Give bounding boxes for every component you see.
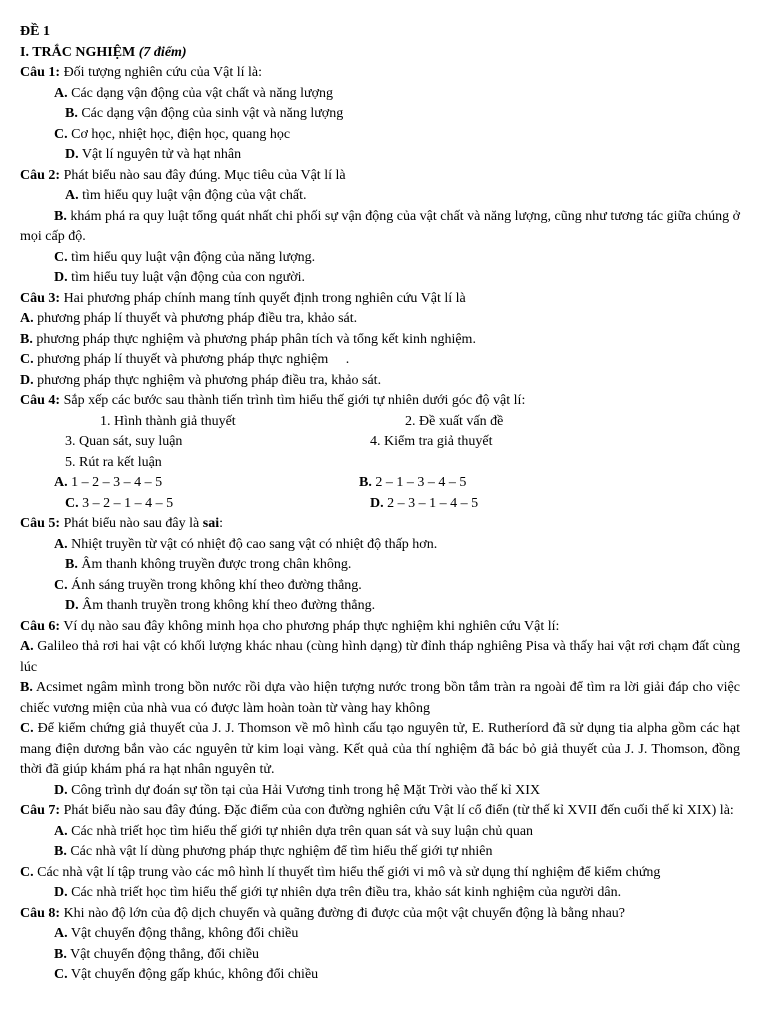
option-key: D. bbox=[65, 147, 79, 162]
option-text: Để kiểm chứng giả thuyết của J. J. Thomson về mô hình cấu tạo nguyên tử, E. Rutheríord đã sử dụng tia alpha gồm các hạt mang điện dương bắn vào các nguyên tử kim loại vàng. Kết quả của thí nghiệm đã bác bỏ giả thuyết của J. J. Thomson, đồng thời đã giúp khám phá ra hạt nhân nguyên tử. bbox=[20, 721, 741, 777]
option-2d bbox=[20, 268, 740, 289]
step-1: 1. Hình thành giả thuyết bbox=[100, 413, 236, 429]
option-3b bbox=[20, 330, 740, 351]
option-key: B. bbox=[20, 680, 33, 695]
option-key: D. bbox=[20, 372, 34, 388]
question-label: Câu 3: bbox=[20, 290, 61, 306]
step-2: 2. Đề xuất vấn đề bbox=[405, 413, 504, 429]
section-heading bbox=[20, 43, 740, 64]
question-5 bbox=[20, 514, 740, 535]
question-label: Câu 2: bbox=[20, 167, 61, 183]
option-key: C. bbox=[20, 864, 34, 880]
question-text-post: : bbox=[219, 516, 223, 531]
option-key: C. bbox=[54, 577, 68, 593]
option-key: A. bbox=[54, 926, 68, 941]
option-key: B. bbox=[65, 557, 78, 572]
question-label: Câu 1: bbox=[20, 65, 61, 80]
option-1a bbox=[20, 84, 740, 105]
option-text: Các nhà triết học tìm hiểu thế giới tự nhiên dựa trên điều tra, khảo sát kinh nghiệm của người dân. bbox=[71, 885, 622, 900]
steps-row-2 bbox=[20, 432, 740, 453]
option-6b bbox=[20, 678, 740, 719]
option-text: Các dạng vận động của sinh vật và năng lượng bbox=[81, 106, 344, 121]
option-key: D. bbox=[54, 270, 68, 285]
option-key: C. bbox=[20, 721, 34, 736]
question-text-emphasis: sai bbox=[202, 516, 220, 531]
option-text: Ánh sáng truyền trong không khí theo đường thẳng. bbox=[71, 577, 362, 593]
option-text: Nhiệt truyền từ vật có nhiệt độ cao sang vật có nhiệt độ thấp hơn. bbox=[71, 536, 438, 552]
option-text: Âm thanh không truyền được trong chân không. bbox=[81, 557, 352, 572]
option-2b bbox=[20, 207, 740, 248]
option-text: tìm hiểu quy luật vận động của vật chất. bbox=[82, 188, 307, 203]
option-7a bbox=[20, 822, 740, 843]
option-8c bbox=[20, 965, 740, 986]
option-text: Vật chuyển động thẳng, đổi chiều bbox=[70, 946, 260, 962]
option-text: tìm hiểu quy luật vận động của năng lượng. bbox=[71, 249, 316, 265]
question-4 bbox=[20, 391, 740, 412]
option-text: tìm hiểu tuy luật vận động của con người. bbox=[71, 270, 306, 285]
option-key: A. bbox=[20, 311, 34, 326]
section-points: (7 điểm) bbox=[138, 44, 187, 60]
option-key: A. bbox=[65, 188, 79, 203]
question-2 bbox=[20, 166, 740, 187]
option-text: phương pháp lí thuyết và phương pháp điều tra, khảo sát. bbox=[37, 311, 358, 326]
question-text: Hai phương pháp chính mang tính quyết định trong nghiên cứu Vật lí là bbox=[63, 290, 466, 306]
option-6a bbox=[20, 637, 740, 678]
option-key: C. bbox=[54, 967, 68, 982]
option-5b bbox=[20, 555, 740, 576]
option-text: khám phá ra quy luật tổng quát nhất chi phối sự vận động của vật chất và năng lượng, cũng như tương tác giữa chúng ở mọi cấp độ. bbox=[20, 208, 740, 244]
option-5d bbox=[20, 596, 740, 617]
option-key: A. bbox=[54, 475, 68, 490]
option-2c bbox=[20, 248, 740, 269]
question-7 bbox=[20, 801, 740, 822]
option-text: 2 – 3 – 1 – 4 – 5 bbox=[387, 495, 479, 511]
option-8b bbox=[20, 945, 740, 966]
option-key: D. bbox=[65, 598, 79, 613]
option-key: B. bbox=[65, 106, 78, 121]
option-2a bbox=[20, 186, 740, 207]
option-7d bbox=[20, 883, 740, 904]
option-3a bbox=[20, 309, 740, 330]
option-8a bbox=[20, 924, 740, 945]
question-3 bbox=[20, 289, 740, 310]
option-6d bbox=[20, 781, 740, 802]
steps-row-1 bbox=[20, 412, 740, 433]
option-4d bbox=[335, 494, 740, 515]
option-5a bbox=[20, 535, 740, 556]
option-key: C. bbox=[54, 126, 68, 142]
option-key: A. bbox=[54, 536, 68, 552]
option-key: B. bbox=[54, 946, 67, 962]
option-7b bbox=[20, 842, 740, 863]
option-3d bbox=[20, 371, 740, 392]
question-label: Câu 4: bbox=[20, 393, 61, 408]
option-key: D. bbox=[54, 782, 68, 798]
option-text: phương pháp lí thuyết và phương pháp thực nghiệm . bbox=[37, 352, 350, 367]
option-7c bbox=[20, 863, 740, 884]
option-text: 1 – 2 – 3 – 4 – 5 bbox=[71, 475, 163, 490]
option-key: B. bbox=[359, 475, 372, 490]
option-5c bbox=[20, 576, 740, 597]
option-text: Galileo thả rơi hai vật có khối lượng khác nhau (cùng hình dạng) từ đỉnh tháp nghiêng Pisa và thấy hai vật rơi chạm đất cùng lúc bbox=[20, 639, 740, 675]
question-text: Ví dụ nào sau đây không minh họa cho phương pháp thực nghiệm khi nghiên cứu Vật lí: bbox=[63, 618, 560, 634]
option-text: Các dạng vận động của vật chất và năng lượng bbox=[71, 85, 333, 101]
option-key: A. bbox=[54, 823, 68, 839]
question-1 bbox=[20, 63, 740, 84]
option-text: Các nhà vật lí dùng phương pháp thực nghiệm để tìm hiểu thế giới tự nhiên bbox=[70, 844, 493, 859]
question-8 bbox=[20, 904, 740, 925]
option-key: C. bbox=[20, 352, 34, 367]
option-text: Vật chuyển động gấp khúc, không đổi chiều bbox=[70, 967, 319, 982]
option-6c bbox=[20, 719, 740, 781]
section-title: I. TRẮC NGHIỆM bbox=[20, 44, 136, 60]
option-key: B. bbox=[20, 331, 33, 347]
options-row-ab bbox=[20, 473, 740, 494]
option-text: Các nhà vật lí tập trung vào các mô hình lí thuyết tìm hiểu thế giới vi mô và sử dụng thí nghiệm để kiểm chứng bbox=[37, 864, 661, 880]
step-3: 3. Quan sát, suy luận bbox=[65, 434, 183, 449]
question-text: Phát biểu nào sau đây đúng. Mục tiêu của Vật lí là bbox=[63, 167, 346, 183]
question-label: Câu 5: bbox=[20, 516, 61, 531]
question-text: Khi nào độ lớn của độ dịch chuyển và quãng đường đi được của một vật chuyển động là bằng nhau? bbox=[63, 905, 626, 921]
option-key: C. bbox=[54, 249, 68, 265]
option-key: C. bbox=[65, 495, 79, 511]
question-text: Đối tượng nghiên cứu của Vật lí là: bbox=[63, 65, 263, 80]
question-text-pre: Phát biểu nào sau đây là bbox=[63, 516, 203, 531]
question-label: Câu 8: bbox=[20, 905, 61, 921]
option-key: D. bbox=[370, 495, 384, 511]
step-4: 4. Kiểm tra giả thuyết bbox=[370, 434, 493, 449]
option-key: A. bbox=[54, 85, 68, 101]
step-5: 5. Rút ra kết luận bbox=[65, 454, 162, 470]
option-key: A. bbox=[20, 639, 34, 654]
option-key: D. bbox=[54, 885, 68, 900]
exam-code: ĐỀ 1 bbox=[20, 24, 50, 39]
question-text: Sắp xếp các bước sau thành tiến trình tìm hiểu thế giới tự nhiên dưới góc độ vật lí: bbox=[63, 393, 526, 408]
options-row-cd bbox=[20, 494, 740, 515]
question-label: Câu 6: bbox=[20, 618, 61, 634]
option-text: Vật chuyển động thẳng, không đổi chiều bbox=[70, 926, 299, 941]
question-text: Phát biểu nào sau đây đúng. Đặc điểm của con đường nghiên cứu Vật lí cổ điển (từ thế kỉ XVII đến cuối thế kỉ XIX) là: bbox=[63, 803, 734, 818]
option-1d bbox=[20, 145, 740, 166]
option-text: 3 – 2 – 1 – 4 – 5 bbox=[82, 495, 174, 511]
option-key: B. bbox=[54, 844, 67, 859]
option-1c bbox=[20, 125, 740, 146]
option-4a bbox=[20, 473, 324, 494]
option-text: phương pháp thực nghiệm và phương pháp điều tra, khảo sát. bbox=[37, 372, 382, 388]
option-text: Các nhà triết học tìm hiểu thế giới tự nhiên dựa trên quan sát và suy luận chủ quan bbox=[71, 823, 534, 839]
option-1b bbox=[20, 104, 740, 125]
question-6 bbox=[20, 617, 740, 638]
option-text: Vật lí nguyên tử và hạt nhân bbox=[81, 147, 242, 162]
option-text: phương pháp thực nghiệm và phương pháp phân tích và tổng kết kinh nghiệm. bbox=[36, 331, 476, 347]
option-3c bbox=[20, 350, 740, 371]
option-text: Cơ học, nhiệt học, điện học, quang học bbox=[71, 126, 291, 142]
option-4b bbox=[324, 473, 740, 494]
option-text: Âm thanh truyền trong không khí theo đường thẳng. bbox=[82, 598, 376, 613]
option-text: Công trình dự đoán sự tồn tại của Hải Vương tinh trong hệ Mặt Trời vào thế kỉ XIX bbox=[71, 782, 541, 798]
question-label: Câu 7: bbox=[20, 803, 61, 818]
option-key: B. bbox=[54, 208, 67, 224]
option-4c bbox=[20, 494, 335, 515]
option-text: Acsimet ngâm mình trong bồn nước rồi dựa vào hiện tượng nước trong bồn tắm tràn ra ngoài để tìm ra lời giải đáp cho việc chiếc vương miện của nhà vua có được làm hoàn toàn từ vàng hay không bbox=[20, 680, 740, 716]
option-text: 2 – 1 – 3 – 4 – 5 bbox=[375, 475, 467, 490]
